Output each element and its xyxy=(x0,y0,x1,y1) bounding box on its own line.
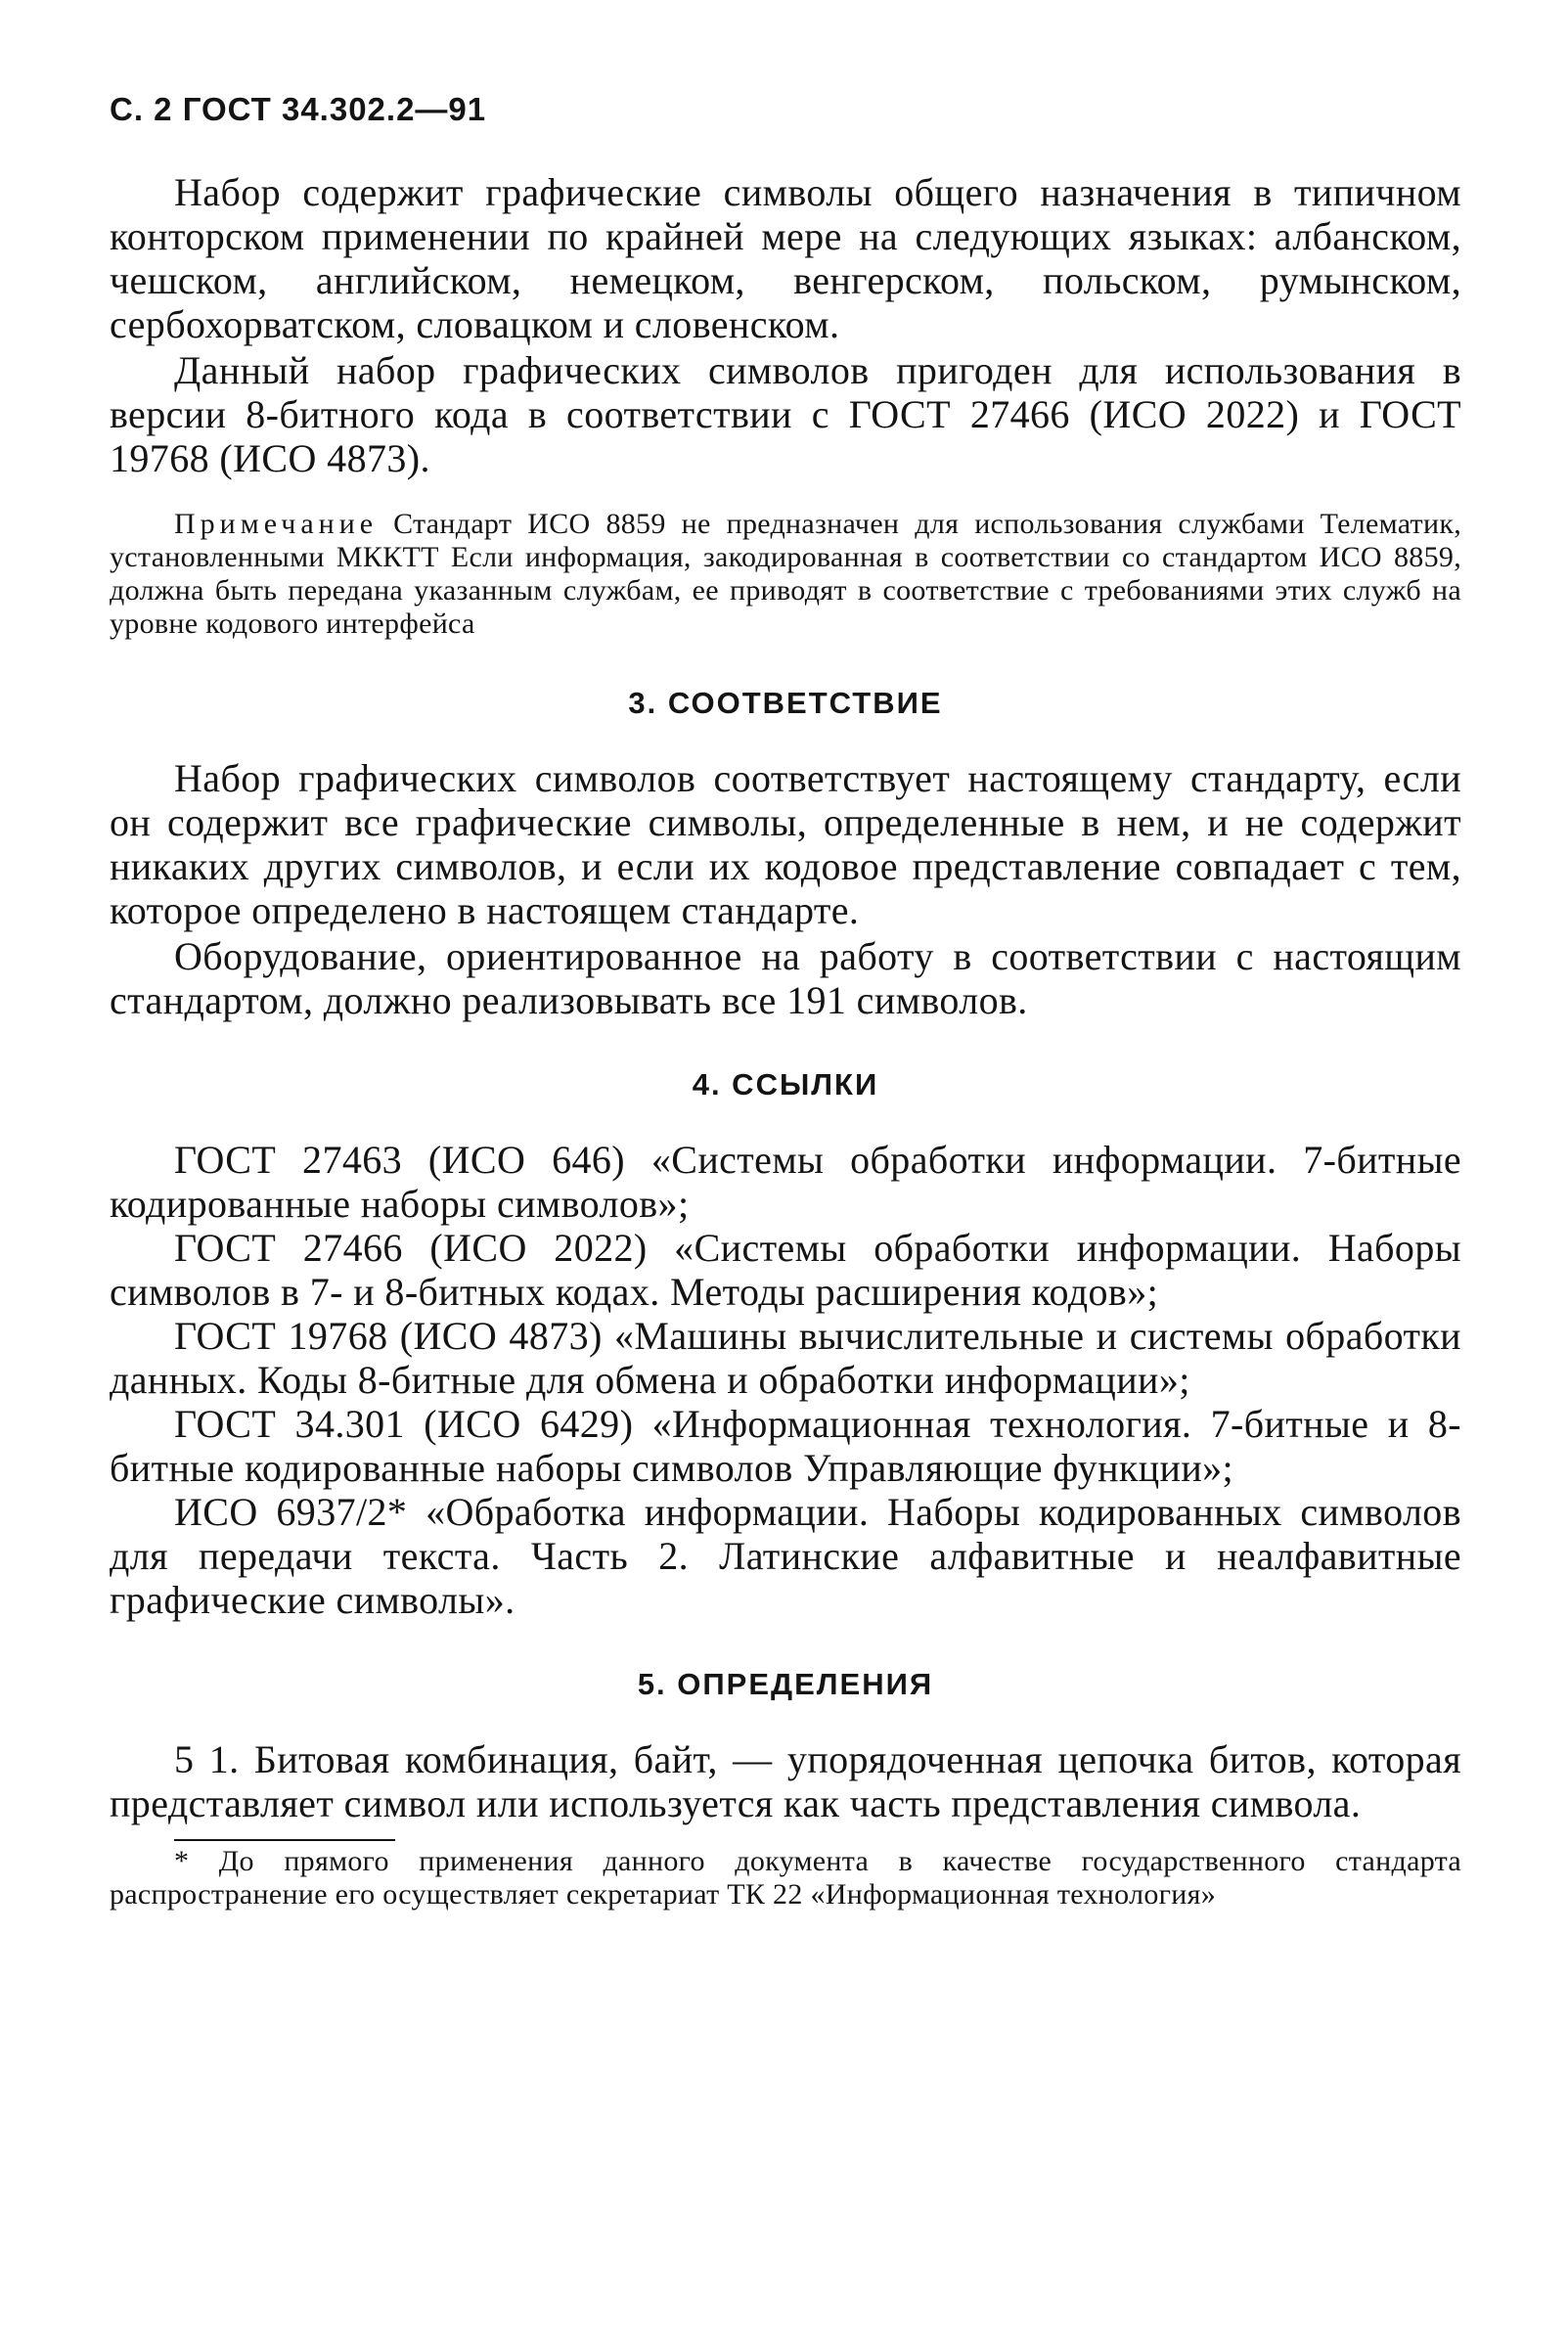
intro-paragraph-2: Данный набор графических символов пригоден для использования в версии 8-битного кода в соответствии с ГОСТ 27466 (ИСО 2022) и ГОСТ 19768 (ИСО 4873). xyxy=(110,348,1461,480)
section-3-paragraph-2: Оборудование, ориентированное на работу в соответствии с настоящим стандартом, должно реализовывать все 191 символов. xyxy=(110,934,1461,1022)
section-5-paragraph-1: 5 1. Битовая комбинация, байт, — упорядоченная цепочка битов, которая представляет символ или используется как часть представления символа. xyxy=(110,1737,1461,1825)
note-text: Стандарт ИСО 8859 не предназначен для использования службами Телематик, установленными МККТТ Если информация, закодированная в соответствии со стандартом ИСО 8859, должна быть передана указанным службам, ее приводят в соответствие с требованиями этих служб на уровне кодового интерфейса xyxy=(110,508,1461,640)
reference-item: ГОСТ 19768 (ИСО 4873) «Машины вычислительные и системы обработки данных. Коды 8-битные для обмена и обработки информации»; xyxy=(110,1314,1461,1402)
reference-item: ГОСТ 27466 (ИСО 2022) «Системы обработки информации. Наборы символов в 7- и 8-битных кодах. Методы расширения кодов»; xyxy=(110,1226,1461,1314)
footnote: * До прямого применения данного документа в качестве государственного стандарта распространение его осуществляет секретариат ТК 22 «Информационная технология» xyxy=(110,1845,1461,1911)
section-5-title: 5. ОПРЕДЕЛЕНИЯ xyxy=(637,1667,934,1701)
section-3-title: 3. СООТВЕТСТВИЕ xyxy=(628,686,943,720)
intro-paragraph-1: Набор содержит графические символы общего назначения в типичном конторском применении по крайней мере на следующих языках: албанском, чешском, английском, немецком, венгерском, польском, румынском, сербохорватском, словацком и словенском. xyxy=(110,170,1461,346)
reference-item: ГОСТ 27463 (ИСО 646) «Системы обработки информации. 7-битные кодированные наборы символов»; xyxy=(110,1138,1461,1226)
section-4-title: 4. ССЫЛКИ xyxy=(692,1067,879,1102)
document-page xyxy=(110,90,1461,1911)
page-header: С. 2 ГОСТ 34.302.2—91 xyxy=(110,91,487,127)
reference-item: ГОСТ 34.301 (ИСО 6429) «Информационная технология. 7-битные и 8-битные кодированные наборы символов Управляющие функции»; xyxy=(110,1402,1461,1490)
reference-item: ИСО 6937/2* «Обработка информации. Наборы кодированных символов для передачи текста. Часть 2. Латинские алфавитные и неалфавитные графические символы». xyxy=(110,1490,1461,1622)
note-paragraph xyxy=(110,508,1461,641)
footnote-divider xyxy=(174,1839,395,1841)
note-label: Примечание xyxy=(174,508,379,540)
section-3-paragraph-1: Набор графических символов соответствует настоящему стандарту, если он содержит все графические символы, определенные в нем, и не содержит никаких других символов, и если их кодовое представление совпадает с тем, которое определено в настоящем стандарте. xyxy=(110,756,1461,932)
